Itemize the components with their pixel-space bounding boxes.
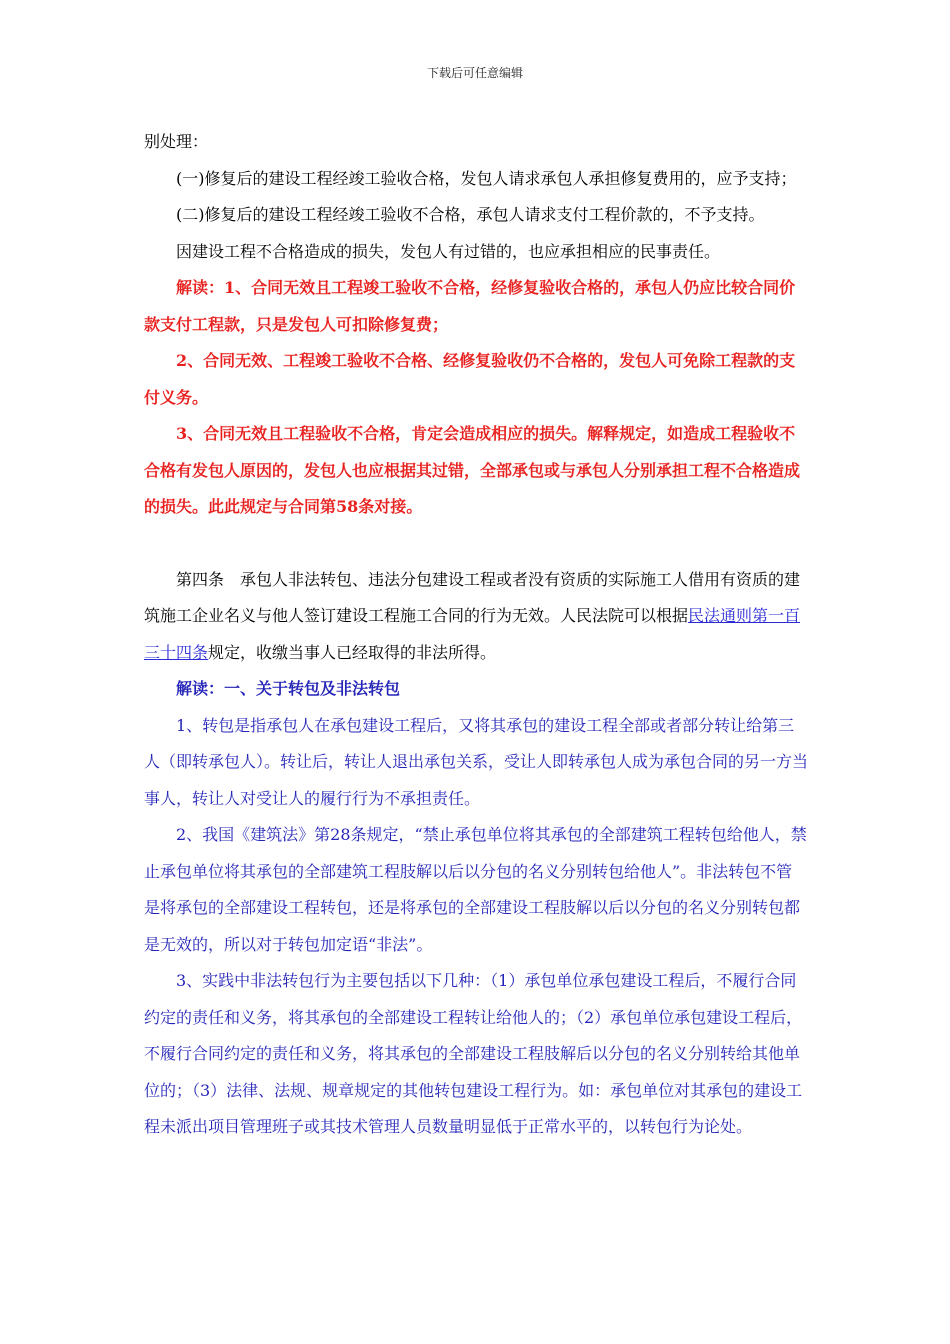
document-body: [144, 124, 808, 1146]
article-four-text: 第四条 承包人非法转包、违法分包建设工程或者没有资质的实际施工人借用有资质的建筑施工企业名义与他人签订建设工程施工合同的行为无效。人民法院可以根据: [144, 569, 801, 625]
interpretation-heading: 解读：一、关于转包及非法转包: [176, 679, 401, 698]
interpretation-3: 3、合同无效且工程验收不合格，肯定会造成相应的损失。解释规定，如造成工程验收不合格有发包人原因的，发包人也应根据其过错，全部承包或与承包人分别承担工程不合格造成的损失。此此规定与合同第58条对接。: [144, 424, 801, 516]
subcontract-point-3: 3、实践中非法转包行为主要包括以下几种：（1）承包单位承包建设工程后，不履行合同约定的责任和义务，将其承包的全部建设工程转让给他人的；（2）承包单位承包建设工程后，不履行合同约定的责任和义务，将其承包的全部建设工程肢解后以分包的名义分别转给其他单位的；（3）法律、法规、规章规定的其他转包建设工程行为。如：承包单位对其承包的建设工程未派出项目管理班子或其技术管理人员数量明显低于正常水平的，以转包行为论处。: [144, 971, 803, 1136]
civil-law-link[interactable]: 民法通则第一百三十四条: [144, 606, 801, 662]
subcontract-point-1: 1、转包是指承包人在承包建设工程后，又将其承包的建设工程全部或者部分转让给第三人（即转承包人）。转让后，转让人退出承包关系，受让人即转承包人成为承包合同的另一方当事人，转让人对受让人的履行行为不承担责任。: [144, 715, 809, 808]
clause-one: (一)修复后的建设工程经竣工验收合格，发包人请求承包人承担修复费用的，应予支持；: [176, 168, 797, 188]
interpretation-1: 解读：1、合同无效且工程竣工验收不合格，经修复验收合格的，承包人仍应比较合同价款支付工程款，只是发包人可扣除修复费；: [144, 278, 796, 334]
paragraph-continuation: 别处理：: [144, 132, 209, 151]
article-four: [144, 562, 808, 672]
clause-two: (二)修复后的建设工程经竣工验收不合格，承包人请求支付工程价款的，不予支持。: [176, 205, 765, 224]
page-header: 下载后可任意编辑: [426, 66, 523, 80]
spacer: [144, 526, 808, 562]
interpretation-2: 2、合同无效、工程竣工验收不合格、经修复验收仍不合格的，发包人可免除工程款的支付义务。: [144, 351, 796, 407]
subcontract-point-2: 2、我国《建筑法》第28条规定，“禁止承包单位将其承包的全部建筑工程转包给他人，禁止承包单位将其承包的全部建筑工程肢解以后以分包的名义分别转包给他人”。非法转包不管是将承包的全部建设工程转包，还是将承包的全部建设工程肢解以后以分包的名义分别转包都是无效的，所以对于转包加定语“非法”。: [144, 825, 807, 954]
liability-paragraph: 因建设工程不合格造成的损失，发包人有过错的，也应承担相应的民事责任。: [176, 241, 721, 261]
article-four-text-end: 规定，收缴当事人已经取得的非法所得。: [208, 642, 497, 662]
